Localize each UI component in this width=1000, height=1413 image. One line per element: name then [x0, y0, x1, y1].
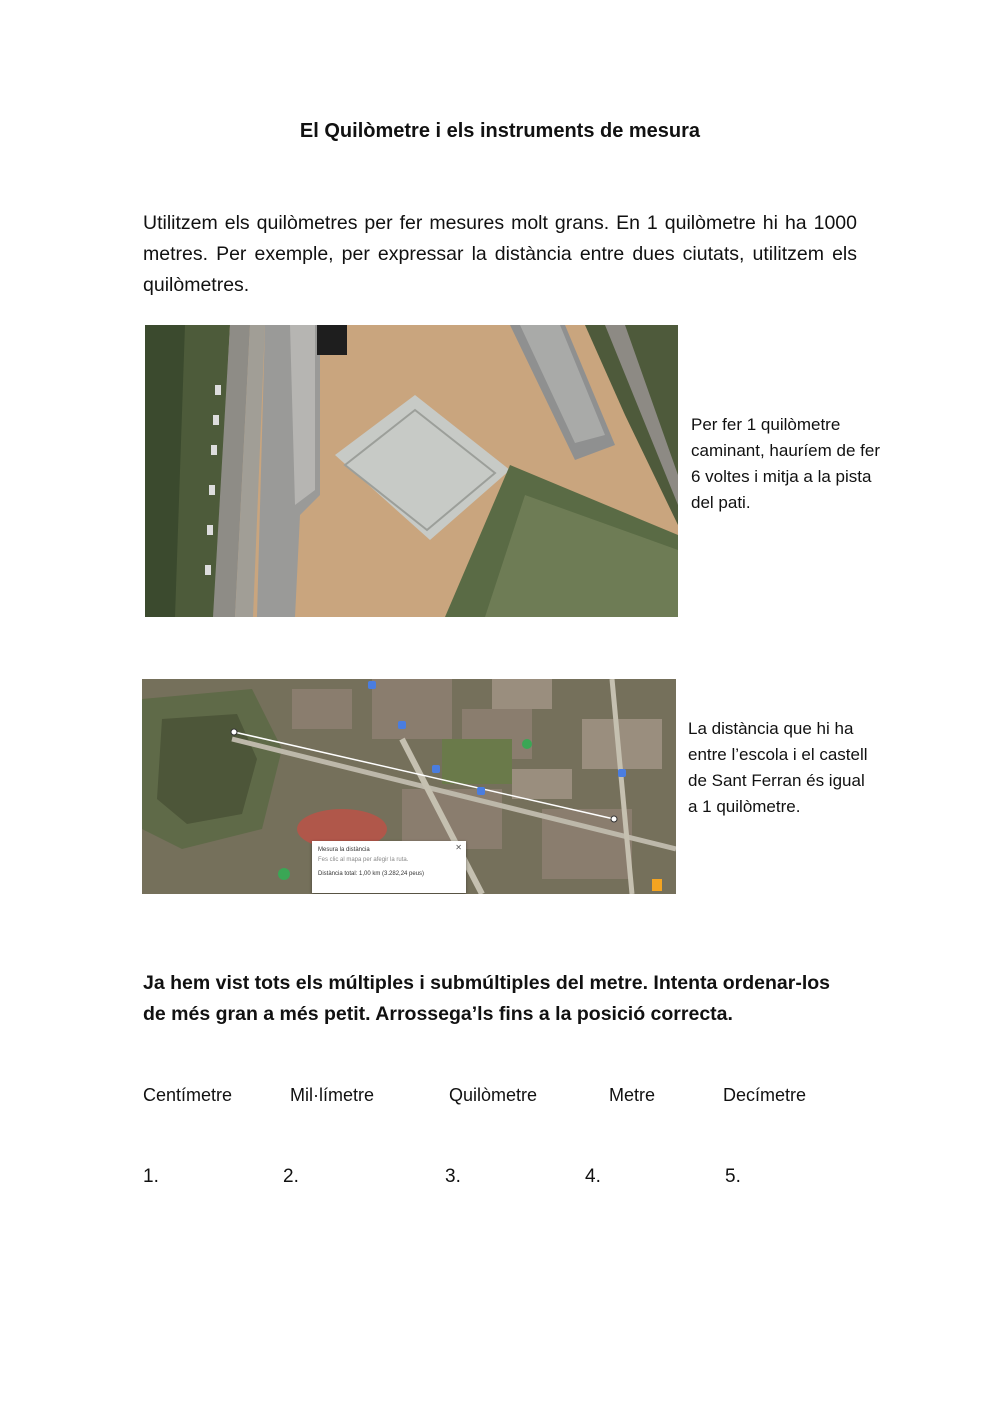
popup-hint: Fes clic al mapa per afegir la ruta. [318, 857, 409, 863]
slot-4[interactable]: 4. [585, 1166, 601, 1187]
word-metre[interactable]: Metre [609, 1085, 656, 1105]
school-aerial-image [145, 325, 678, 617]
word-millimetre[interactable]: Mil·límetre [290, 1085, 374, 1105]
measure-distance-popup [312, 841, 466, 893]
page-title: El Quilòmetre i els instruments de mesura [299, 120, 701, 142]
slot-1[interactable]: 1. [143, 1166, 159, 1187]
word-quilometre[interactable]: Quilòmetre [449, 1085, 538, 1105]
intro-paragraph: Utilitzem els quilòmetres per fer mesures molt grans. En 1 quilòmetre hi ha 1000 metres. Per exemple, per expressar la distància entre dues ciutats, utilitzem els quilòmetres. [143, 212, 857, 296]
slot-5[interactable]: 5. [725, 1166, 741, 1187]
photo1-caption: Per fer 1 quilòmetre caminant, hauríem de fer 6 voltes i mitja a la pista del pati. [691, 415, 880, 512]
popup-total: Distància total: 1,00 km (3.282,24 peus) [318, 871, 425, 877]
word-centimetre[interactable]: Centímetre [143, 1085, 233, 1105]
slot-2[interactable]: 2. [283, 1166, 299, 1187]
task-instructions: Ja hem vist tots els múltiples i submúltiples del metre. Intenta ordenar-los de més gran a més petit. Arrossega’ls fins a la posició correcta. [143, 972, 831, 1025]
photo2-caption: La distància que hi ha entre l’escola i el castell de Sant Ferran és igual a 1 quilòmetre. [688, 719, 868, 816]
popup-title: Mesura la distància [318, 847, 370, 853]
school-aerial-photo [145, 325, 678, 617]
close-icon: ✕ [455, 843, 462, 852]
distance-map-screenshot [142, 679, 676, 894]
word-decimetre[interactable]: Decímetre [723, 1085, 807, 1105]
slot-3[interactable]: 3. [445, 1166, 461, 1187]
